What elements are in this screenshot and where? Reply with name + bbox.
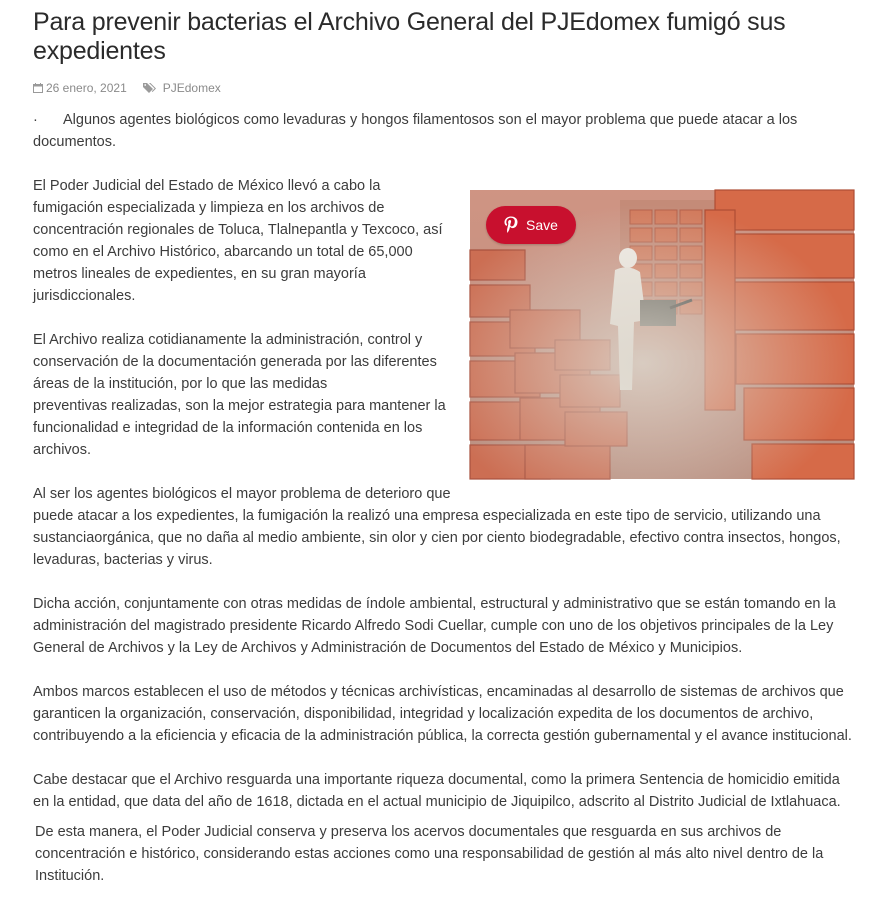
article-meta xyxy=(33,80,853,96)
paragraph-part: preventivas realizadas, son la mejor estrategia para mantener la funcionalidad e integridad de la información contenida en los archivos. xyxy=(33,398,446,458)
bullet-mark: · xyxy=(33,112,38,128)
intro-bullet xyxy=(33,109,853,153)
paragraph: De esta manera, el Poder Judicial conserva y preserva los acervos documentales que resguarda en sus archivos de concentración e histórico, considerando estas acciones como una responsabilidad de gestión al más alto nivel dentro de la Institución. xyxy=(35,824,824,884)
calendar-icon xyxy=(33,83,43,93)
article-title: Para prevenir bacterias el Archivo General del PJEdomex fumigó sus expedientes xyxy=(33,8,786,65)
tag-icon xyxy=(143,82,157,94)
paragraph: Cabe destacar que el Archivo resguarda una importante riqueza documental, como la primera Sentencia de homicidio emitida en la entidad, que data del año de 1618, dictada en el actual municipio de Jiquipilco, adscrito al Distrito Judicial de Ixtlahuaca. xyxy=(33,772,841,810)
post-date: 26 enero, 2021 xyxy=(46,81,127,95)
paragraph: Al ser los agentes biológicos el mayor problema de deterioro que puede atacar a los expedientes, la fumigación la realizó una empresa especializada en este tipo de servicio, utilizando una sustanciaorgánica, que no daña al medio ambiente, sin olor y cien por ciento biodegradable, efectivo contra insectos, hongos, levaduras, bacterias y virus. xyxy=(33,486,841,568)
paragraph: Ambos marcos establecen el uso de métodos y técnicas archivísticas, encaminadas al desarrollo de sistemas de archivos que garanticen la organización, conservación, disponibilidad, integridad y localización expedita de los documentos de archivo, contribuyendo a la eficiencia y eficacia de la administración pública, la correcta gestión gubernamental y el avance institucional. xyxy=(33,684,852,744)
article xyxy=(33,8,853,909)
article-body xyxy=(33,109,853,887)
paragraph-part: El Archivo realiza cotidianamente la administración, control y conservación de la documentación generada por las diferentes áreas de la institución, por lo que las medidas xyxy=(33,332,437,392)
paragraph: Dicha acción, conjuntamente con otras medidas de índole ambiental, estructural y administrativo que se están tomando en la administración del magistrado presidente Ricardo Alfredo Sodi Cuellar, cumple con uno de los objetivos principales de la Ley General de Archivos y la Ley de Archivos y Administración de Documentos del Estado de México y Municipios. xyxy=(33,596,836,656)
paragraph: Algunos agentes biológicos como levaduras y hongos filamentosos son el mayor problema que puede atacar a los documentos. xyxy=(33,112,798,150)
author-link[interactable]: PJEdomex xyxy=(162,81,221,95)
save-label: Save xyxy=(526,217,558,233)
save-button[interactable] xyxy=(486,206,576,244)
pinterest-icon xyxy=(504,216,518,234)
paragraph: El Poder Judicial del Estado de México llevó a cabo la fumigación especializada y limpieza en los archivos de concentración regionales de Toluca, Tlalnepantla y Texcoco, así como en el Archivo Histórico, abarcando un total de 65,000 metros lineales de expedientes, en su gran mayoría jurisdiccionales. xyxy=(33,178,443,304)
article-image xyxy=(470,190,854,479)
